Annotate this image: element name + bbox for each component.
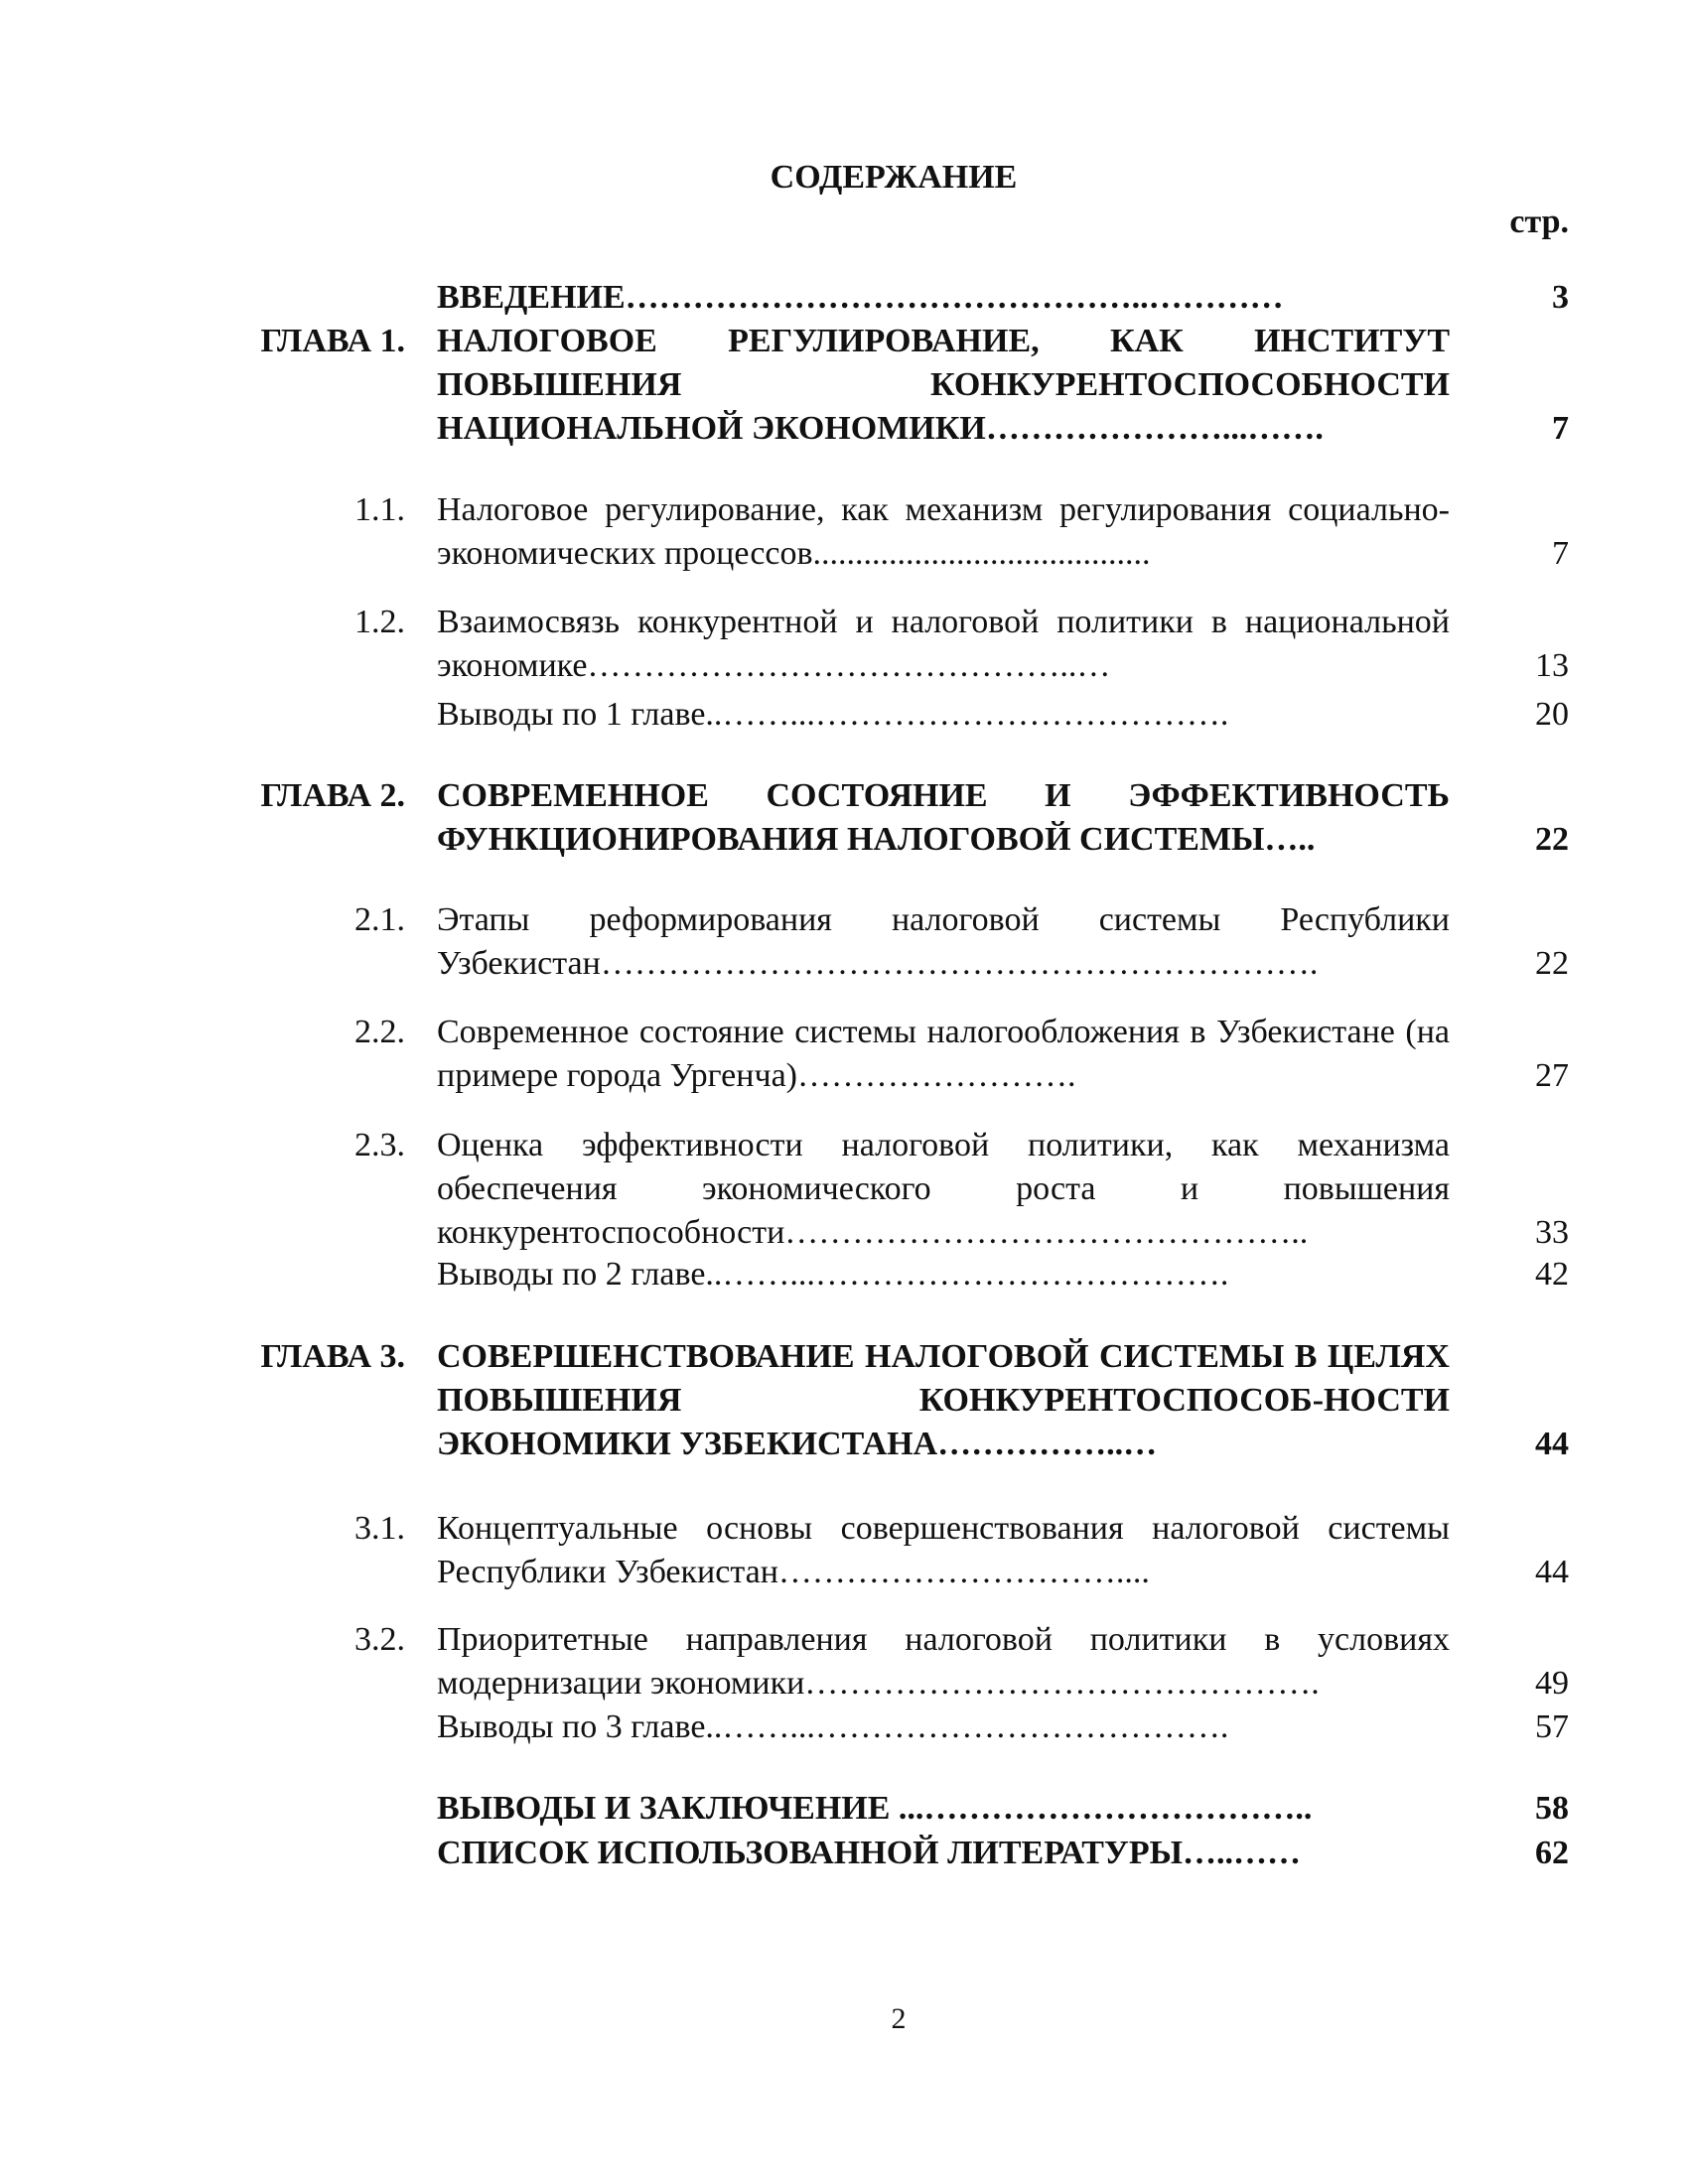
toc-entry-page: 49 bbox=[1535, 1665, 1569, 1702]
toc-entry-page: 42 bbox=[1535, 1256, 1569, 1293]
toc-entry-title: Оценка эффективности налоговой политики, как механизма обеспечения экономического роста и повышения конкурентоспособности……………………………………….. bbox=[437, 1127, 1450, 1251]
toc-entry-page: 3 bbox=[1552, 279, 1569, 316]
toc-entry-title: СПИСОК ИСПОЛЬЗОВАННОЙ ЛИТЕРАТУРЫ…..…… bbox=[437, 1835, 1301, 1871]
toc-entry-number: 2.3. bbox=[354, 1127, 405, 1163]
toc-entry-title: Выводы по 2 главе..……...………………………………. bbox=[437, 1256, 1229, 1293]
toc-entry bbox=[0, 276, 1688, 320]
toc-entry bbox=[0, 1832, 1688, 1875]
toc-entry-title: Взаимосвязь конкурентной и налоговой политики в национальной экономике……………………………………..… bbox=[437, 604, 1450, 684]
toc-entry-page: 7 bbox=[1552, 535, 1569, 572]
toc-entry bbox=[0, 1618, 1688, 1706]
page-column-label: стр. bbox=[1509, 204, 1569, 240]
toc-entry-number: ГЛАВА 1. bbox=[260, 323, 405, 359]
toc-entry bbox=[0, 1507, 1688, 1594]
toc-entry bbox=[0, 1787, 1688, 1831]
toc-entry-page: 44 bbox=[1535, 1554, 1569, 1590]
toc-entry-number: ГЛАВА 2. bbox=[260, 777, 405, 814]
toc-entry-title: НАЛОГОВОЕ РЕГУЛИРОВАНИЕ, КАК ИНСТИТУТ ПОВЫШЕНИЯ КОНКУРЕНТОСПОСОБНОСТИ НАЦИОНАЛЬНОЙ ЭКОНОМИКИ…………………...……. bbox=[437, 323, 1450, 447]
toc-entry-page: 27 bbox=[1535, 1057, 1569, 1094]
toc-entry-page: 57 bbox=[1535, 1708, 1569, 1745]
toc-entry-page: 44 bbox=[1535, 1426, 1569, 1462]
toc-entry-title: СОВРЕМЕННОЕ СОСТОЯНИЕ И ЭФФЕКТИВНОСТЬ ФУНКЦИОНИРОВАНИЯ НАЛОГОВОЙ СИСТЕМЫ….. bbox=[437, 777, 1450, 858]
toc-entry bbox=[0, 693, 1688, 737]
toc-entry-title: Этапы реформирования налоговой системы Республики Узбекистан………………………………………………………. bbox=[437, 901, 1450, 982]
toc-entry bbox=[0, 1011, 1688, 1098]
toc-entry bbox=[0, 320, 1688, 451]
toc-entry bbox=[0, 601, 1688, 688]
page-title: СОДЕРЖАНИЕ bbox=[770, 159, 1018, 196]
footer-page-number: 2 bbox=[891, 2002, 907, 2035]
toc-entry-title: Приоритетные направления налоговой политики в условиях модернизации экономики………………………………………. bbox=[437, 1621, 1450, 1702]
toc-entry bbox=[0, 1253, 1688, 1297]
toc-entry-page: 33 bbox=[1535, 1214, 1569, 1251]
toc-entry-title: Выводы по 3 главе..……...………………………………. bbox=[437, 1708, 1229, 1745]
toc-entry bbox=[0, 1335, 1688, 1466]
toc-entry bbox=[0, 1706, 1688, 1749]
toc-entry-number: 1.2. bbox=[354, 604, 405, 640]
toc-entry-number: 3.2. bbox=[354, 1621, 405, 1658]
toc-entry-number: 2.1. bbox=[354, 901, 405, 938]
toc-entry-page: 20 bbox=[1535, 696, 1569, 733]
toc-entry bbox=[0, 488, 1688, 576]
toc-entry-page: 62 bbox=[1535, 1835, 1569, 1871]
toc-entry-title: Выводы по 1 главе..……...………………………………. bbox=[437, 696, 1229, 733]
toc-entry bbox=[0, 1124, 1688, 1255]
toc-entry-title: СОВЕРШЕНСТВОВАНИЕ НАЛОГОВОЙ СИСТЕМЫ В ЦЕЛЯХ ПОВЫШЕНИЯ КОНКУРЕНТОСПОСОБ-НОСТИ ЭКОНОМИКИ УЗБЕКИСТАНА……………..… bbox=[437, 1338, 1450, 1462]
toc-entry-page: 22 bbox=[1535, 821, 1569, 858]
toc-entry-title: Налоговое регулирование, как механизм регулирования социально-экономических процессов........................................ bbox=[437, 491, 1450, 572]
toc-entry-title: ВЫВОДЫ И ЗАКЛЮЧЕНИЕ ...…………………………….. bbox=[437, 1790, 1313, 1827]
toc-entry bbox=[0, 898, 1688, 986]
toc-entry-page: 22 bbox=[1535, 945, 1569, 982]
toc-entry-title: ВВЕДЕНИЕ………………………………………..………… bbox=[437, 279, 1284, 316]
toc-entry bbox=[0, 774, 1688, 862]
toc-entry-page: 13 bbox=[1535, 647, 1569, 684]
toc-entry-title: Современное состояние системы налогообложения в Узбекистане (на примере города Ургенча)……………………. bbox=[437, 1014, 1450, 1094]
toc-entry-number: 3.1. bbox=[354, 1510, 405, 1547]
toc-entry-number: ГЛАВА 3. bbox=[260, 1338, 405, 1375]
toc-entry-number: 1.1. bbox=[354, 491, 405, 528]
toc-entry-number: 2.2. bbox=[354, 1014, 405, 1050]
toc-entry-page: 58 bbox=[1535, 1790, 1569, 1827]
toc-entry-title: Концептуальные основы совершенствования налоговой системы Республики Узбекистан………………………….... bbox=[437, 1510, 1450, 1590]
toc-entry-page: 7 bbox=[1552, 410, 1569, 447]
